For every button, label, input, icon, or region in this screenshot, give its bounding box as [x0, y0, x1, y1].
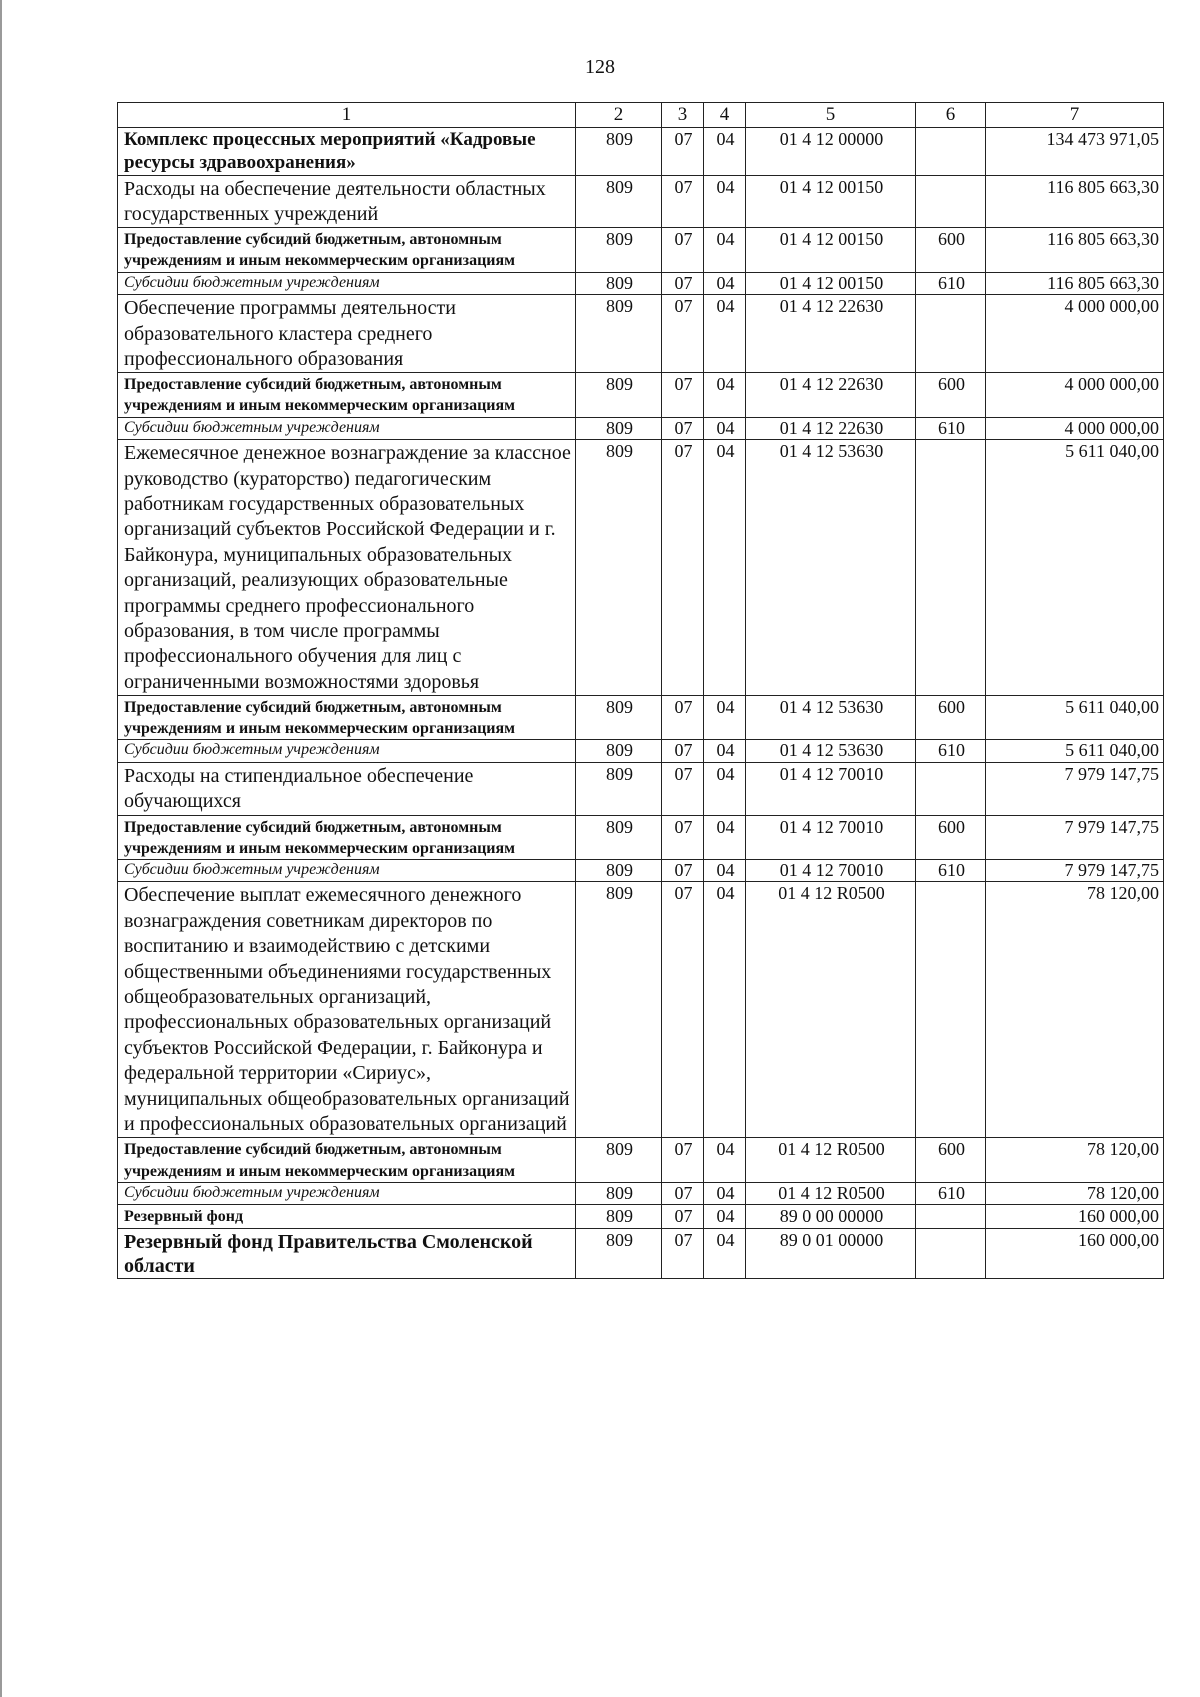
target-article-cell: 01 4 12 00000	[746, 128, 916, 176]
name-cell: Комплекс процессных мероприятий «Кадровые ресурсы здравоохранения»	[118, 128, 576, 176]
header-cell: 4	[704, 103, 746, 128]
department-code-cell: 809	[576, 1182, 662, 1205]
section-code-cell: 07	[662, 859, 704, 882]
section-code-cell: 07	[662, 1205, 704, 1229]
target-article-cell: 01 4 12 00150	[746, 228, 916, 272]
page-number: 128	[585, 56, 615, 78]
header-cell: 5	[746, 103, 916, 128]
amount-cell: 78 120,00	[986, 882, 1164, 1138]
section-code-cell: 07	[662, 696, 704, 740]
header-row	[118, 103, 1164, 128]
table-row	[118, 859, 1164, 882]
name-cell: Обеспечение программы деятельности образовательного кластера среднего профессионального образования	[118, 295, 576, 373]
amount-cell: 116 805 663,30	[986, 228, 1164, 272]
amount-cell: 4 000 000,00	[986, 417, 1164, 440]
amount-cell: 160 000,00	[986, 1228, 1164, 1278]
department-code-cell: 809	[576, 762, 662, 815]
department-code-cell: 809	[576, 417, 662, 440]
amount-cell: 5 611 040,00	[986, 740, 1164, 763]
name-cell: Субсидии бюджетным учреждениям	[118, 417, 576, 440]
header-cell: 7	[986, 103, 1164, 128]
amount-cell: 78 120,00	[986, 1138, 1164, 1182]
target-article-cell: 01 4 12 53630	[746, 440, 916, 696]
expense-type-cell	[916, 762, 986, 815]
target-article-cell: 01 4 12 22630	[746, 417, 916, 440]
section-code-cell: 07	[662, 272, 704, 295]
expense-type-cell	[916, 295, 986, 373]
name-cell: Расходы на обеспечение деятельности областных государственных учреждений	[118, 175, 576, 228]
budget-table	[117, 102, 1164, 1279]
amount-cell: 160 000,00	[986, 1205, 1164, 1229]
target-article-cell: 01 4 12 70010	[746, 815, 916, 859]
table-row	[118, 1228, 1164, 1278]
name-cell: Предоставление субсидий бюджетным, автономным учреждениям и иным некоммерческим организациям	[118, 696, 576, 740]
amount-cell: 7 979 147,75	[986, 859, 1164, 882]
expense-type-cell	[916, 882, 986, 1138]
name-cell: Субсидии бюджетным учреждениям	[118, 859, 576, 882]
subsection-code-cell: 04	[704, 882, 746, 1138]
name-cell: Субсидии бюджетным учреждениям	[118, 740, 576, 763]
expense-type-cell	[916, 128, 986, 176]
section-code-cell: 07	[662, 295, 704, 373]
name-cell: Ежемесячное денежное вознаграждение за классное руководство (кураторство) педагогическим работникам государственных образовательных организаций субъектов Российской Федерации и г. Байконура, муниципальных образовательных организаций, реализующих образовательные программы среднего профессионального образования, в том числе программы профессионального обучения для лиц с ограниченными возможностями здоровья	[118, 440, 576, 696]
name-cell: Субсидии бюджетным учреждениям	[118, 1182, 576, 1205]
table-row	[118, 1182, 1164, 1205]
section-code-cell: 07	[662, 762, 704, 815]
name-cell: Резервный фонд	[118, 1205, 576, 1229]
name-cell: Предоставление субсидий бюджетным, автономным учреждениям и иным некоммерческим организациям	[118, 228, 576, 272]
expense-type-cell: 610	[916, 740, 986, 763]
target-article-cell: 01 4 12 00150	[746, 272, 916, 295]
header-cell: 6	[916, 103, 986, 128]
target-article-cell: 01 4 12 70010	[746, 859, 916, 882]
target-article-cell: 01 4 12 53630	[746, 740, 916, 763]
target-article-cell: 01 4 12 R0500	[746, 1182, 916, 1205]
expense-type-cell	[916, 175, 986, 228]
amount-cell: 4 000 000,00	[986, 373, 1164, 417]
expense-type-cell: 600	[916, 815, 986, 859]
name-cell: Субсидии бюджетным учреждениям	[118, 272, 576, 295]
department-code-cell: 809	[576, 272, 662, 295]
department-code-cell: 809	[576, 1228, 662, 1278]
section-code-cell: 07	[662, 175, 704, 228]
department-code-cell: 809	[576, 175, 662, 228]
target-article-cell: 01 4 12 70010	[746, 762, 916, 815]
department-code-cell: 809	[576, 696, 662, 740]
subsection-code-cell: 04	[704, 228, 746, 272]
name-cell: Расходы на стипендиальное обеспечение обучающихся	[118, 762, 576, 815]
department-code-cell: 809	[576, 859, 662, 882]
expense-type-cell: 610	[916, 1182, 986, 1205]
section-code-cell: 07	[662, 440, 704, 696]
table-row	[118, 272, 1164, 295]
amount-cell: 134 473 971,05	[986, 128, 1164, 176]
expense-type-cell: 610	[916, 417, 986, 440]
subsection-code-cell: 04	[704, 696, 746, 740]
table-row	[118, 373, 1164, 417]
target-article-cell: 01 4 12 R0500	[746, 1138, 916, 1182]
subsection-code-cell: 04	[704, 373, 746, 417]
subsection-code-cell: 04	[704, 859, 746, 882]
amount-cell: 116 805 663,30	[986, 272, 1164, 295]
table-row	[118, 762, 1164, 815]
department-code-cell: 809	[576, 440, 662, 696]
target-article-cell: 01 4 12 22630	[746, 373, 916, 417]
table-row	[118, 815, 1164, 859]
table-row	[118, 696, 1164, 740]
name-cell: Обеспечение выплат ежемесячного денежного вознаграждения советникам директоров по воспитанию и взаимодействию с детскими общественными объединениями государственных общеобразовательных организаций, профессиональных образовательных организаций субъектов Российской Федерации, г. Байконура и федеральной территории «Сириус», муниципальных общеобразовательных организаций и профессиональных образовательных организаций	[118, 882, 576, 1138]
amount-cell: 5 611 040,00	[986, 696, 1164, 740]
expense-type-cell: 600	[916, 1138, 986, 1182]
table-row	[118, 417, 1164, 440]
section-code-cell: 07	[662, 740, 704, 763]
subsection-code-cell: 04	[704, 1228, 746, 1278]
expense-type-cell	[916, 440, 986, 696]
expense-type-cell: 600	[916, 373, 986, 417]
table-row	[118, 128, 1164, 176]
expense-type-cell: 600	[916, 696, 986, 740]
department-code-cell: 809	[576, 882, 662, 1138]
table-row	[118, 1205, 1164, 1229]
section-code-cell: 07	[662, 417, 704, 440]
section-code-cell: 07	[662, 1182, 704, 1205]
section-code-cell: 07	[662, 815, 704, 859]
department-code-cell: 809	[576, 815, 662, 859]
expense-type-cell	[916, 1205, 986, 1229]
department-code-cell: 809	[576, 1205, 662, 1229]
subsection-code-cell: 04	[704, 762, 746, 815]
subsection-code-cell: 04	[704, 1205, 746, 1229]
page-left-border	[0, 0, 2, 1697]
subsection-code-cell: 04	[704, 272, 746, 295]
department-code-cell: 809	[576, 228, 662, 272]
name-cell: Предоставление субсидий бюджетным, автономным учреждениям и иным некоммерческим организациям	[118, 373, 576, 417]
subsection-code-cell: 04	[704, 417, 746, 440]
table-row	[118, 1138, 1164, 1182]
department-code-cell: 809	[576, 128, 662, 176]
subsection-code-cell: 04	[704, 175, 746, 228]
expense-type-cell: 610	[916, 859, 986, 882]
section-code-cell: 07	[662, 228, 704, 272]
table-row	[118, 740, 1164, 763]
target-article-cell: 01 4 12 22630	[746, 295, 916, 373]
header-cell: 2	[576, 103, 662, 128]
table-row	[118, 440, 1164, 696]
name-cell: Предоставление субсидий бюджетным, автономным учреждениям и иным некоммерческим организациям	[118, 1138, 576, 1182]
expense-type-cell: 610	[916, 272, 986, 295]
section-code-cell: 07	[662, 373, 704, 417]
target-article-cell: 01 4 12 R0500	[746, 882, 916, 1138]
section-code-cell: 07	[662, 882, 704, 1138]
table-row	[118, 175, 1164, 228]
expense-type-cell: 600	[916, 228, 986, 272]
section-code-cell: 07	[662, 128, 704, 176]
target-article-cell: 01 4 12 53630	[746, 696, 916, 740]
subsection-code-cell: 04	[704, 815, 746, 859]
target-article-cell: 01 4 12 00150	[746, 175, 916, 228]
header-cell: 3	[662, 103, 704, 128]
table-row	[118, 882, 1164, 1138]
header-cell: 1	[118, 103, 576, 128]
amount-cell: 5 611 040,00	[986, 440, 1164, 696]
amount-cell: 4 000 000,00	[986, 295, 1164, 373]
subsection-code-cell: 04	[704, 1182, 746, 1205]
name-cell: Предоставление субсидий бюджетным, автономным учреждениям и иным некоммерческим организациям	[118, 815, 576, 859]
subsection-code-cell: 04	[704, 295, 746, 373]
subsection-code-cell: 04	[704, 740, 746, 763]
table-row	[118, 228, 1164, 272]
department-code-cell: 809	[576, 295, 662, 373]
amount-cell: 78 120,00	[986, 1182, 1164, 1205]
target-article-cell: 89 0 00 00000	[746, 1205, 916, 1229]
expense-type-cell	[916, 1228, 986, 1278]
section-code-cell: 07	[662, 1138, 704, 1182]
subsection-code-cell: 04	[704, 128, 746, 176]
subsection-code-cell: 04	[704, 1138, 746, 1182]
department-code-cell: 809	[576, 373, 662, 417]
name-cell: Резервный фонд Правительства Смоленской области	[118, 1228, 576, 1278]
amount-cell: 7 979 147,75	[986, 762, 1164, 815]
amount-cell: 116 805 663,30	[986, 175, 1164, 228]
department-code-cell: 809	[576, 1138, 662, 1182]
subsection-code-cell: 04	[704, 440, 746, 696]
amount-cell: 7 979 147,75	[986, 815, 1164, 859]
section-code-cell: 07	[662, 1228, 704, 1278]
target-article-cell: 89 0 01 00000	[746, 1228, 916, 1278]
table-row	[118, 295, 1164, 373]
department-code-cell: 809	[576, 740, 662, 763]
